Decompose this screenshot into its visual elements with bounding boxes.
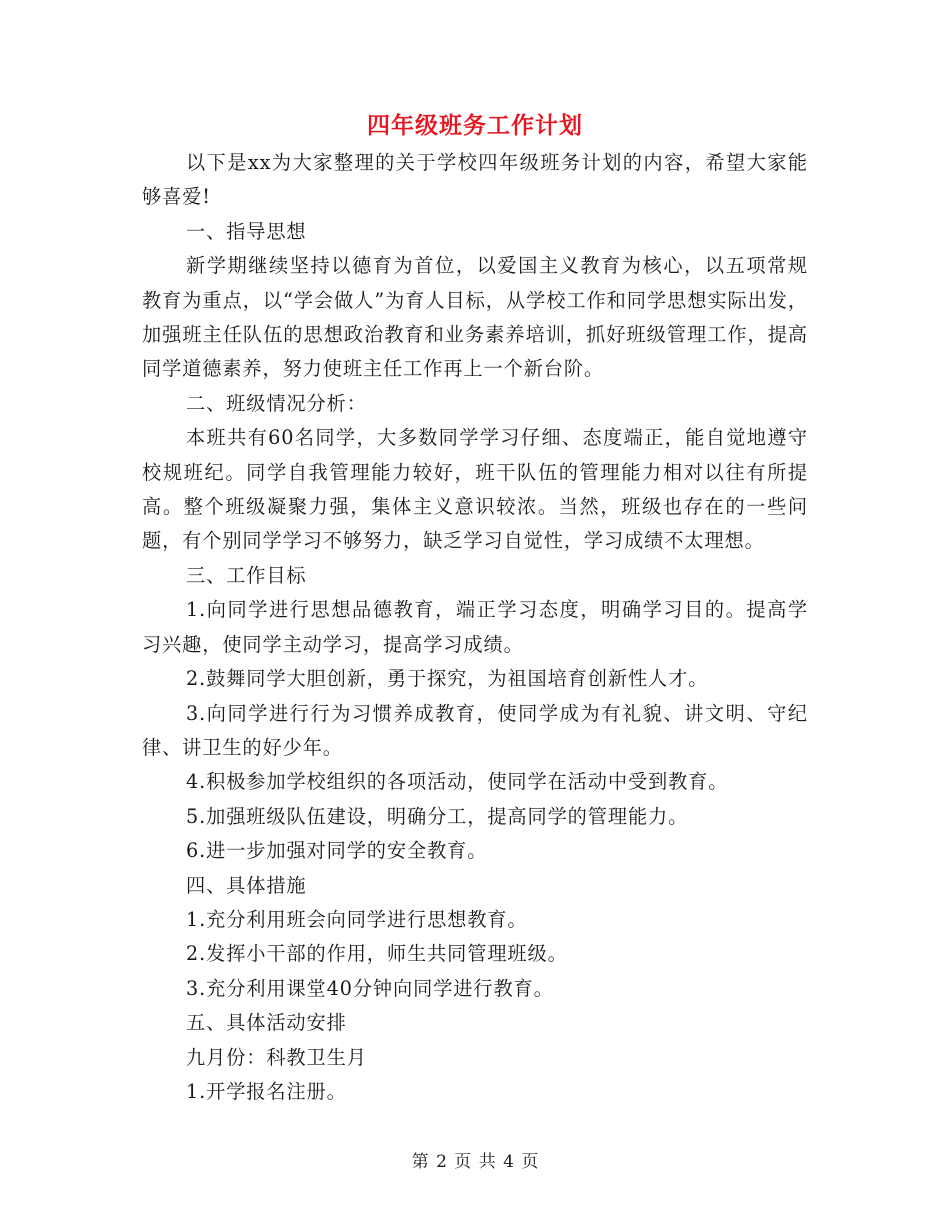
list-item: 6.进一步加强对同学的安全教育。 bbox=[186, 839, 488, 863]
document-body bbox=[142, 146, 808, 1109]
page-footer: 第 2 页 共 4 页 bbox=[411, 1152, 539, 1172]
list-item: 3.充分利用课堂40分钟向同学进行教育。 bbox=[186, 976, 554, 1000]
list-item: 1.开学报名注册。 bbox=[186, 1079, 347, 1103]
section-heading: 二、班级情况分析： bbox=[186, 391, 367, 415]
section-heading: 一、指导思想 bbox=[186, 219, 307, 243]
list-item: 4.积极参加学校组织的各项活动，使同学在活动中受到教育。 bbox=[186, 770, 729, 794]
subsection-heading: 九月份：科教卫生月 bbox=[186, 1045, 367, 1069]
list-item: 2.发挥小干部的作用，师生共同管理班级。 bbox=[186, 942, 568, 966]
paragraph: 本班共有60名同学，大多数同学学习仔细、态度端正，能自觉地遵守校规班纪。同学自我管理能力较好，班干队伍的管理能力相对以往有所提高。整个班级凝聚力强，集体主义意识较浓。当然，班级也存在的一些问题，有个别同学学习不够努力，缺乏学习自觉性，学习成绩不太理想。 bbox=[142, 426, 808, 553]
list-item: 5.加强班级队伍建设，明确分工，提高同学的管理能力。 bbox=[186, 804, 689, 828]
paragraph: 新学期继续坚持以德育为首位，以爱国主义教育为核心，以五项常规教育为重点，以“学会做人”为育人目标，从学校工作和同学思想实际出发，加强班主任队伍的思想政治教育和业务素养培训，抓好班级管理工作，提高同学道德素养，努力使班主任工作再上一个新台阶。 bbox=[142, 254, 808, 381]
section-heading: 三、工作目标 bbox=[186, 563, 307, 587]
paragraph: 以下是xx为大家整理的关于学校四年级班务计划的内容，希望大家能够喜爱! bbox=[142, 151, 808, 209]
list-item: 3.向同学进行行为习惯养成教育，使同学成为有礼貌、讲文明、守纪律、讲卫生的好少年。 bbox=[142, 701, 808, 759]
list-item: 1.充分利用班会向同学进行思想教育。 bbox=[186, 907, 528, 931]
document-title: 四年级班务工作计划 bbox=[367, 112, 583, 139]
section-heading: 四、具体措施 bbox=[186, 873, 307, 897]
list-item: 2.鼓舞同学大胆创新，勇于探究，为祖国培育创新性人才。 bbox=[186, 667, 709, 691]
list-item: 1.向同学进行思想品德教育，端正学习态度，明确学习目的。提高学习兴趣，使同学主动学习，提高学习成绩。 bbox=[142, 598, 808, 656]
section-heading: 五、具体活动安排 bbox=[186, 1011, 347, 1035]
